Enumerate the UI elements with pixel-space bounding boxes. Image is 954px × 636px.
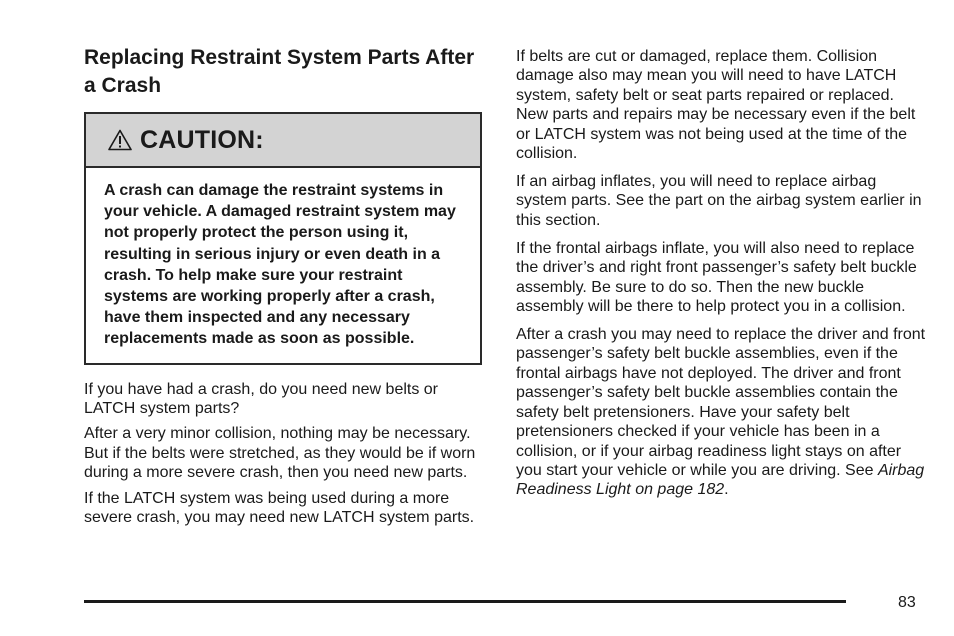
page-number: 83: [898, 594, 916, 611]
cross-reference-link[interactable]: Airbag Readiness Light on page 182: [516, 461, 925, 499]
left-paragraph-3: If the LATCH system was being used during a more severe crash, you may need new LATCH system parts.: [84, 489, 475, 527]
right-paragraph-3: If the frontal airbags inflate, you will also need to replace the driver’s and right front passenger’s safety belt buckle assembly. Be sure to do so. Then the new buckle assembly will be there to help protect you in a collision.: [516, 239, 917, 316]
footer-rule: [84, 600, 846, 603]
left-column: [84, 44, 486, 527]
right-column: [516, 47, 926, 508]
caution-text: A crash can damage the restraint systems in your vehicle. A damaged restraint system may not properly protect the person using it, resulting in serious injury or even death in a crash. To help make sure your restraint systems are working properly after a crash, have them inspected and any necessary replacements made as soon as possible.: [104, 182, 456, 348]
warning-triangle-icon: [108, 129, 132, 151]
caution-header: [86, 114, 480, 168]
paragraph-end: .: [724, 481, 729, 499]
left-paragraph-1: If you have had a crash, do you need new belts or LATCH system parts?: [84, 380, 439, 418]
caution-title: CAUTION:: [140, 125, 264, 154]
section-heading: Replacing Restraint System Parts After a Crash: [84, 46, 475, 97]
right-paragraph-2: If an airbag inflates, you will need to replace airbag system parts. See the part on the airbag system earlier in this section.: [516, 173, 922, 229]
caution-box: [84, 112, 482, 365]
right-paragraph-4: [516, 325, 926, 500]
paragraph-text: After a crash you may need to replace the driver and front passenger’s safety belt buckle assemblies, even if the frontal airbags have not deployed. The driver and front passenger’s safety belt buckle assemblies contain the safety belt pretensioners. Have your safety belt pretensioners checked if your vehicle has been in a collision, or if your airbag readiness light stays on after you start your vehicle or while you are driving. See: [516, 326, 926, 479]
left-paragraph-2: After a very minor collision, nothing may be necessary. But if the belts were stretched, as they would be if worn during a more severe crash, then you need new parts.: [84, 425, 476, 482]
right-paragraph-1: If belts are cut or damaged, replace them. Collision damage also may mean you will need to have LATCH system, safety belt or seat parts repaired or replaced. New parts and repairs may be necessary even if the belt or LATCH system was not being used at the time of the collision.: [516, 48, 916, 163]
